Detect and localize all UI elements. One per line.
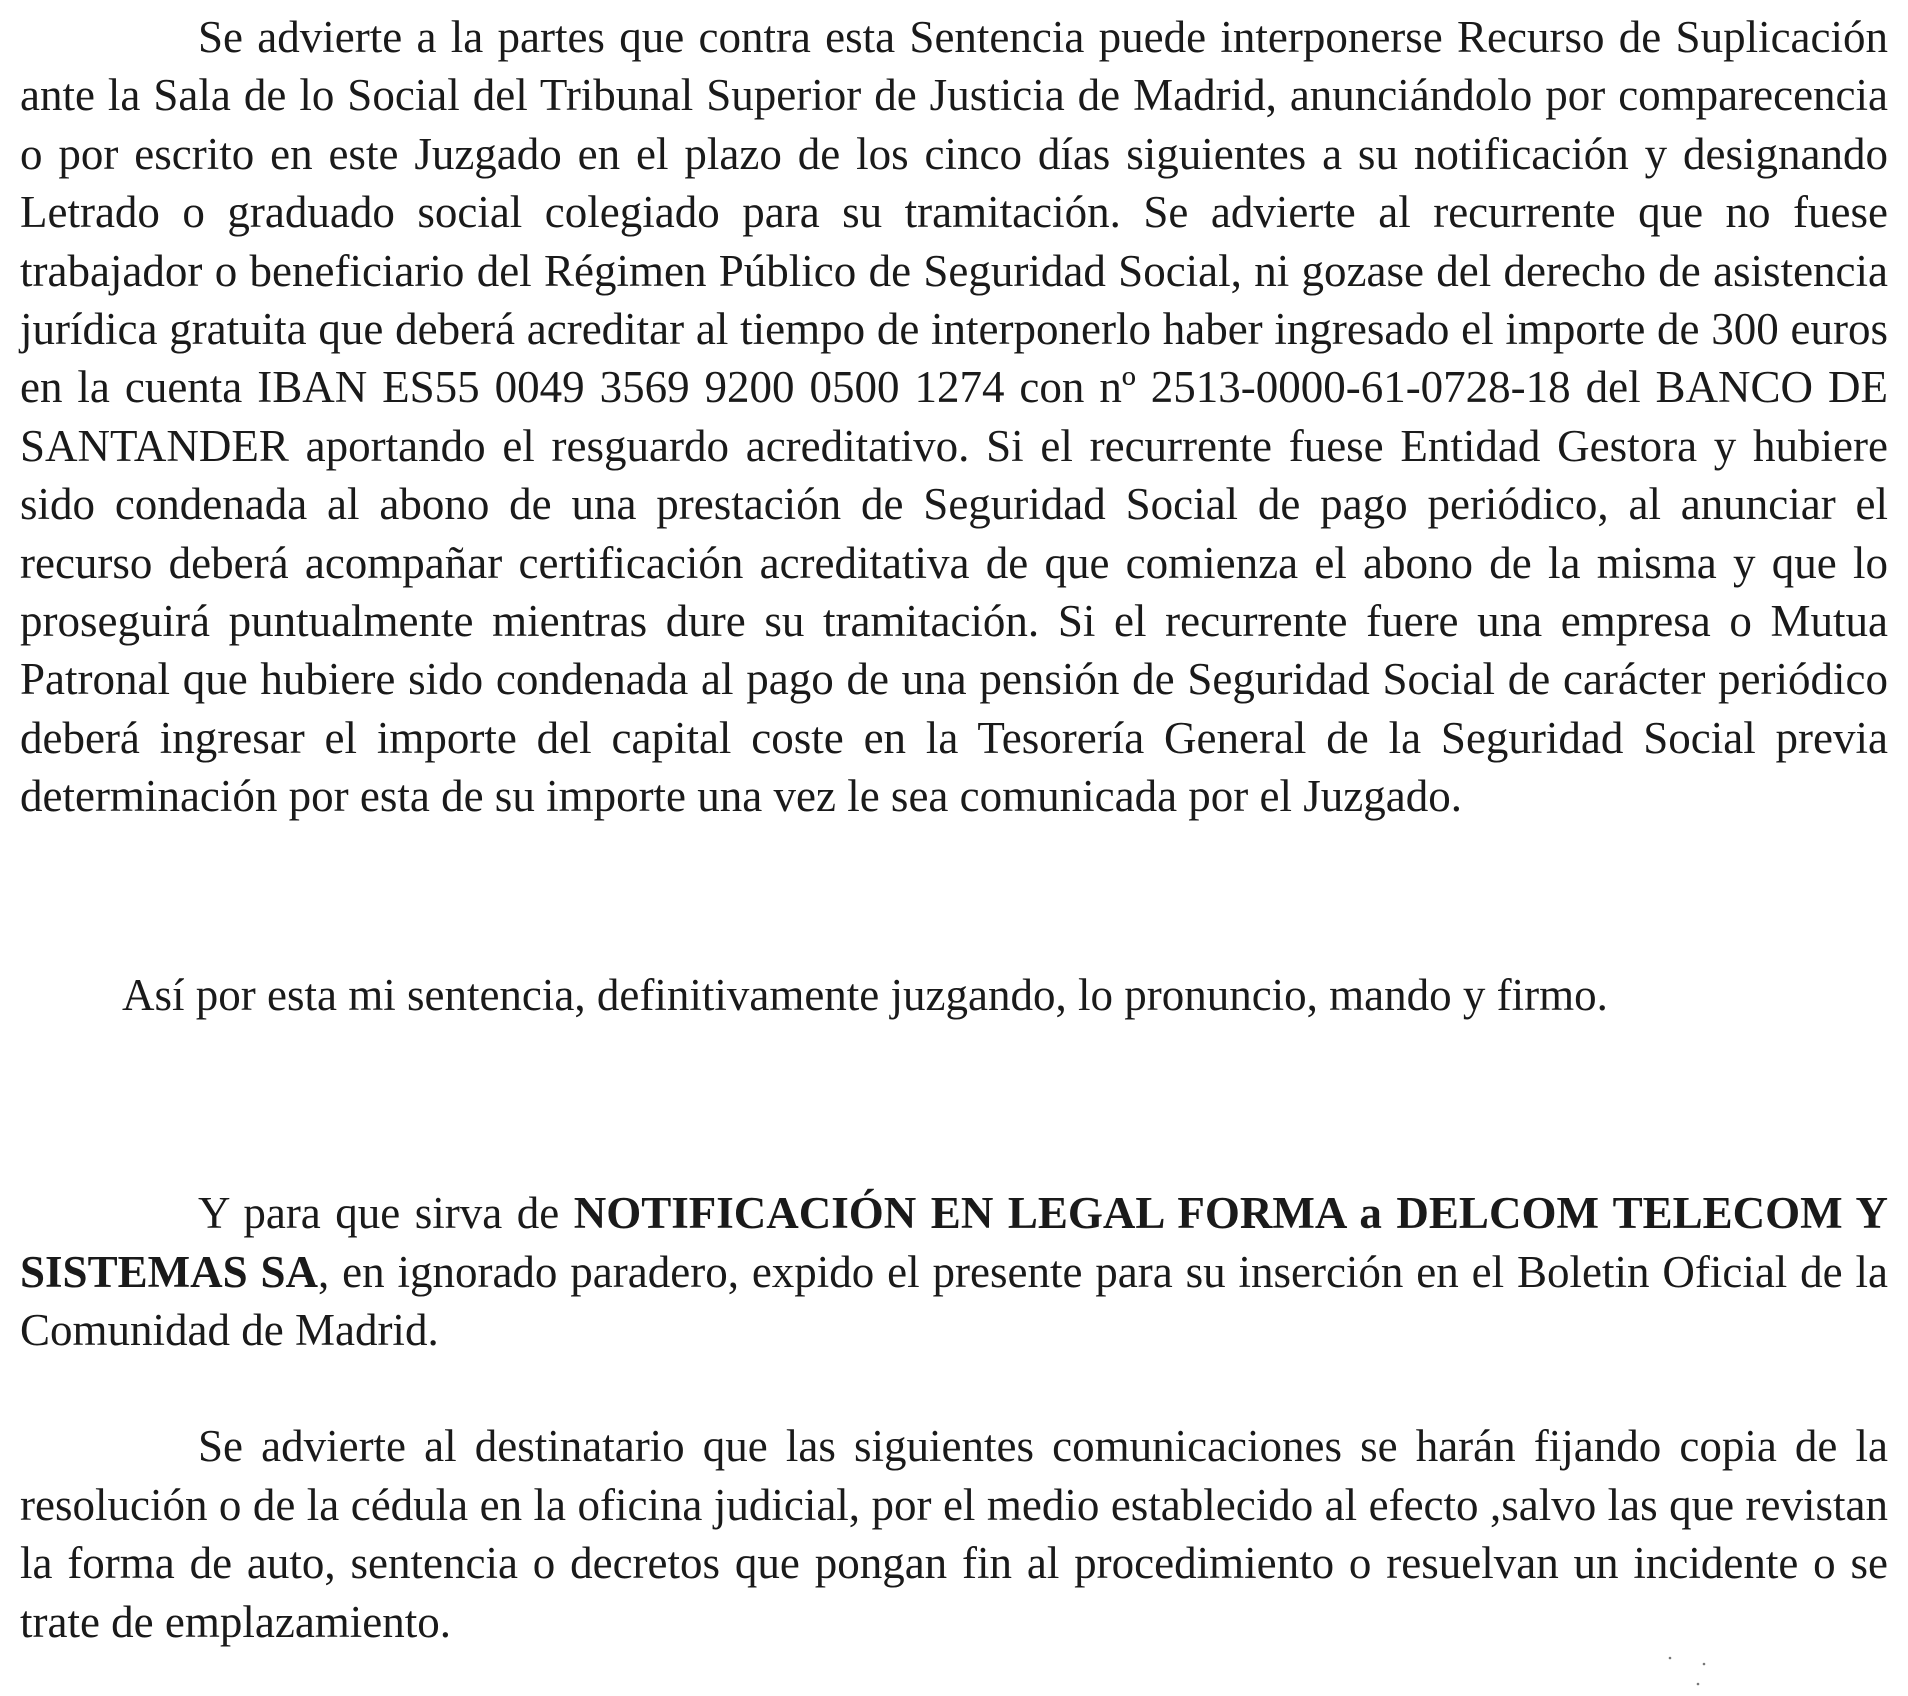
spacer bbox=[20, 1024, 1888, 1184]
appeal-notice-paragraph: Se advierte a la partes que contra esta Sentencia puede interponerse Recurso de Suplicación ante la Sala de lo Social del Tribunal Superior de Justicia de Madrid, anunciándolo por comparecencia o por escrito en este Juzgado en el plazo de los cinco días siguientes a su notificación y designando Letrado o graduado social colegiado para su tramitación. Se advierte al recurrente que no fuese trabajador o beneficiario del Régimen Público de Seguridad Social, ni gozase del derecho de asistencia jurídica gratuita que deberá acreditar al tiempo de interponerlo haber ingresado el importe de 300 euros en la cuenta IBAN ES55 0049 3569 9200 0500 1274 con nº 2513-0000-61-0728-18 del BANCO DE SANTANDER aportando el resguardo acreditativo. Si el recurrente fuese Entidad Gestora y hubiere sido condenada al abono de una prestación de Seguridad Social de pago periódico, al anunciar el recurso deberá acompañar certificación acreditativa de que comienza el abono de la misma y que lo proseguirá puntualmente mientras dure su tramitación. Si el recurrente fuere una empresa o Mutua Patronal que hubiere sido condenada al pago de una pensión de Seguridad Social de carácter periódico deberá ingresar el importe del capital coste en la Tesorería General de la Seguridad Social previa determinación por esta de su importe una vez le sea comunicada por el Juzgado. bbox=[20, 12, 1888, 822]
document-page bbox=[20, 8, 1888, 1651]
notification-prefix: Y para que sirva de bbox=[198, 1188, 574, 1239]
spacer bbox=[20, 826, 1888, 966]
sentence-closing-paragraph: Así por esta mi sentencia, definitivamente juzgando, lo pronuncio, mando y firmo. bbox=[122, 969, 1608, 1020]
notification-suffix: , en ignorado paradero, expido el presente para su inserción en el Boletin Oficial de la Comunidad de Madrid. bbox=[20, 1246, 1888, 1355]
notification-paragraph bbox=[20, 1184, 1888, 1359]
scan-specks-decoration bbox=[1650, 1640, 1730, 1690]
notification-recipient: NOTIFICACIÓN EN LEGAL FORMA a DELCOM TELECOM Y SISTEMAS SA bbox=[20, 1188, 1888, 1297]
spacer bbox=[20, 1359, 1888, 1417]
recipient-warning-paragraph: Se advierte al destinatario que las siguientes comunicaciones se harán fijando copia de la resolución o de la cédula en la oficina judicial, por el medio establecido al efecto ,salvo las que revistan la forma de auto, sentencia o decretos que pongan fin al procedimiento o resuelvan un incidente o se trate de emplazamiento. bbox=[20, 1421, 1888, 1647]
